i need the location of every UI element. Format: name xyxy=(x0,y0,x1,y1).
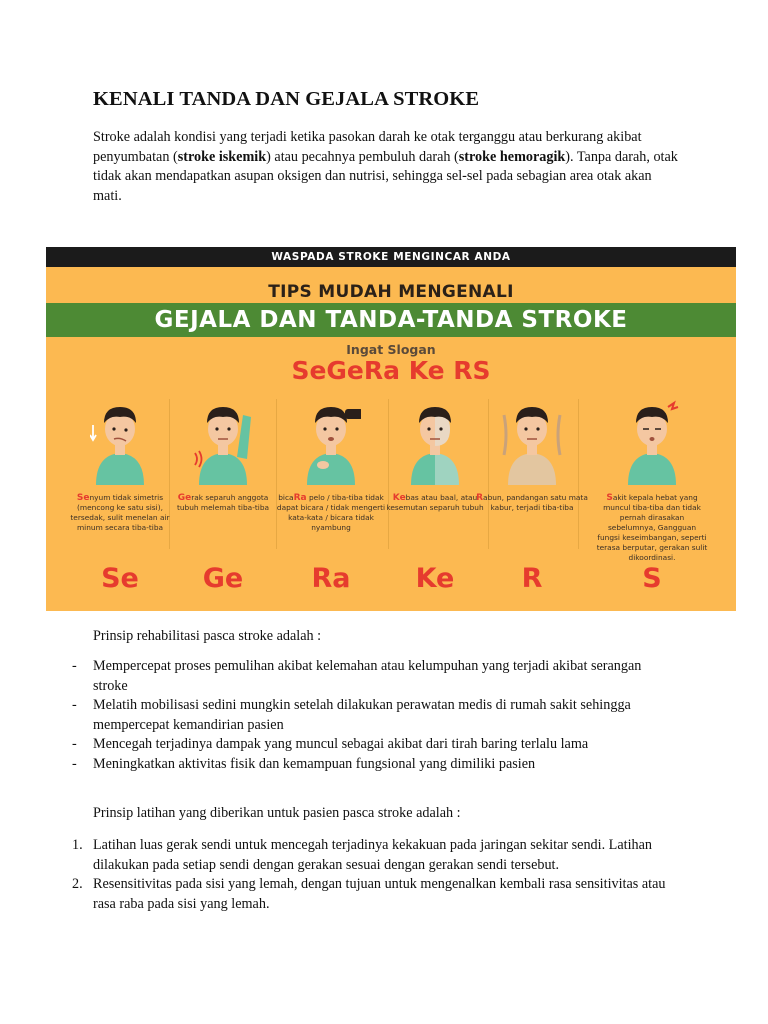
speech-difficulty-icon xyxy=(301,395,361,485)
symptom-kebas: Kebas atau baal, atau kesemutan separuh tubuh Ke xyxy=(385,395,485,605)
stroke-iskemik-term: stroke iskemik xyxy=(177,148,267,165)
symptom-rabun: Rabun, pandangan satu mata kabur, terjadi tiba-tiba R xyxy=(482,395,582,605)
intro-paragraph: Stroke adalah kondisi yang terjadi ketika pasokan darah ke otak terganggu atau berkurang akibat penyumbatan (stroke iskemik) atau pecahnya pembuluh darah (stroke hemoragik). Tanpa darah, otak tidak akan mendapatkan asupan oksigen dan nutrisi, sehingga sel-sel pada sebagian area otak akan mati. xyxy=(93,129,678,204)
symptom-letter: Se xyxy=(101,563,139,594)
list-item: - Meningkatkan aktivitas fisik dan kemampuan fungsional yang dimiliki pasien xyxy=(72,755,536,772)
numbness-icon xyxy=(405,395,465,485)
rehab-list xyxy=(0,657,768,774)
list-item: - Melatih mobilisasi sedini mungkin setelah dilakukan perawatan medis di rumah sakit sehingga mempercepat kemandirian pasien xyxy=(72,697,631,733)
slogan-intro: Ingat Slogan xyxy=(346,342,436,357)
symptom-letter: Ge xyxy=(202,563,244,594)
headache-icon xyxy=(622,395,682,485)
arm-weakness-icon xyxy=(193,395,253,485)
stroke-infographic xyxy=(46,247,736,611)
symptom-letter: Ra xyxy=(311,563,351,594)
symptom-bicara: bicaRa pelo / tiba-tiba tidak dapat bicara / tidak mengerti kata-kata / bicara tidak nyambung Ra xyxy=(281,395,381,605)
list-item: 1. Latihan luas gerak sendi untuk mencegah terjadinya kekakuan pada jaringan sekitar sendi. Latihan dilakukan pada setiap sendi dengan gerakan sesuai dengan gerakan sendi tersebut. xyxy=(72,837,653,873)
infographic-heading: GEJALA DAN TANDA-TANDA STROKE xyxy=(46,303,736,337)
symptom-letter: Ke xyxy=(415,563,455,594)
symptom-senyum: Senyum tidak simetris (mencong ke satu sisi), tersedak, sulit menelan air minum secara tiba-tiba Se xyxy=(70,395,170,605)
face-droop-icon xyxy=(90,395,150,485)
page-title: KENALI TANDA DAN GEJALA STROKE xyxy=(93,88,480,110)
symptom-letter: S xyxy=(642,563,662,594)
symptom-sakit-kepala: Sakit kepala hebat yang muncul tiba-tiba dan tidak pernah dirasakan sebelumnya, Gangguan fungsi keseimbangan, seperti terasa berputar, gerakan sulit dikoordinasi. S xyxy=(602,395,702,605)
symptom-gerak: Gerak separuh anggota tubuh melemah tiba-tiba Ge xyxy=(173,395,273,605)
symptom-letter: R xyxy=(521,563,543,594)
list-item: 2. Resensitivitas pada sisi yang lemah, dengan tujuan untuk mengenalkan kembali rasa sensitivitas atau rasa raba pada sisi yang lemah. xyxy=(72,876,666,912)
slogan: SeGeRa Ke RS xyxy=(291,356,491,385)
rehab-intro: Prinsip rehabilitasi pasca stroke adalah : xyxy=(93,628,322,644)
blurred-vision-icon xyxy=(502,395,562,485)
infographic-tips-label: TIPS MUDAH MENGENALI xyxy=(268,282,514,302)
list-item: - Mempercepat proses pemulihan akibat kelemahan atau kelumpuhan yang terjadi akibat serangan stroke xyxy=(72,658,642,694)
list-item: - Mencegah terjadinya dampak yang muncul sebagai akibat dari tirah baring terlalu lama xyxy=(72,736,589,752)
infographic-top-banner: WASPADA STROKE MENGINCAR ANDA xyxy=(46,247,736,267)
stroke-hemoragik-term: stroke hemoragik xyxy=(458,148,566,165)
exercise-list xyxy=(0,836,768,914)
exercise-intro: Prinsip latihan yang diberikan untuk pasien pasca stroke adalah : xyxy=(93,805,461,821)
